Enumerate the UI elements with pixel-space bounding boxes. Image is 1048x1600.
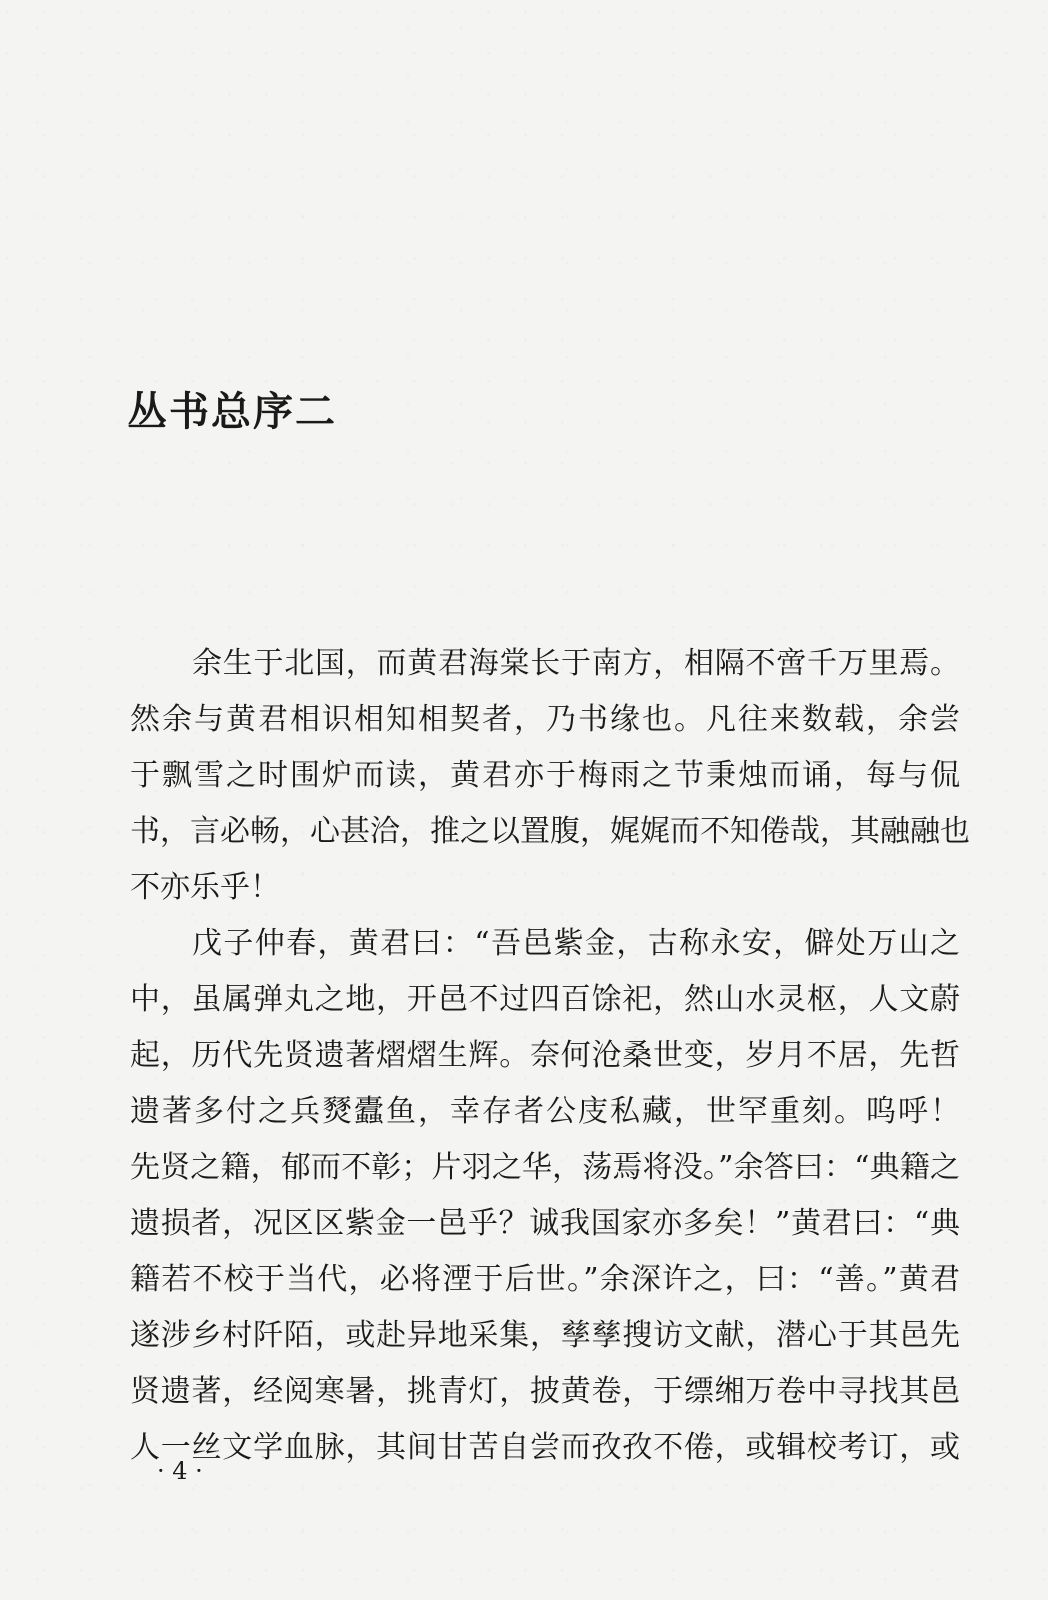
text-line: 籍若不校于当代，必将湮于后世。”余深许之，曰：“善。”黄君 bbox=[130, 1262, 960, 1297]
text-line: 戊子仲春，黄君曰：“吾邑紫金，古称永安，僻处万山之 bbox=[192, 926, 960, 961]
text-line: 遗著多付之兵燹蠹鱼，幸存者公庋私藏，世罕重刻。呜呼！ bbox=[130, 1094, 960, 1129]
text-line: 起，历代先贤遗著熠熠生辉。奈何沧桑世变，岁月不居，先哲 bbox=[130, 1038, 960, 1073]
text-line: 然余与黄君相识相知相契者，乃书缘也。凡往来数载，余尝 bbox=[130, 702, 960, 737]
text-line: 贤遗著，经阅寒暑，挑青灯，披黄卷，于缥缃万卷中寻找其邑 bbox=[130, 1374, 960, 1409]
text-line: 遗损者，况区区紫金一邑乎？诚我国家亦多矣！”黄君曰：“典 bbox=[130, 1206, 960, 1241]
body-text bbox=[130, 636, 970, 1476]
text-line: 余生于北国，而黄君海棠长于南方，相隔不啻千万里焉。 bbox=[192, 646, 960, 681]
text-line: 人一丝文学血脉，其间甘苦自尝而孜孜不倦，或辑校考订，或 bbox=[130, 1430, 960, 1465]
text-line: 不亦乐乎！ bbox=[130, 870, 280, 905]
text-line: 遂涉乡村阡陌，或赴异地采集，孳孳搜访文献，潜心于其邑先 bbox=[130, 1318, 960, 1353]
text-line: 书，言必畅，心甚洽，推之以置腹，娓娓而不知倦哉，其融融也 bbox=[130, 814, 970, 849]
text-line: 于飘雪之时围炉而读，黄君亦于梅雨之节秉烛而诵，每与侃 bbox=[130, 758, 960, 793]
text-line: 中，虽属弹丸之地，开邑不过四百馀祀，然山水灵枢，人文蔚 bbox=[130, 982, 960, 1017]
page-number: · 4 · bbox=[157, 1457, 203, 1485]
page-title: 丛书总序二 bbox=[127, 389, 337, 435]
text-line: 先贤之籍，郁而不彰；片羽之华，荡焉将没。”余答曰：“典籍之 bbox=[130, 1150, 960, 1185]
